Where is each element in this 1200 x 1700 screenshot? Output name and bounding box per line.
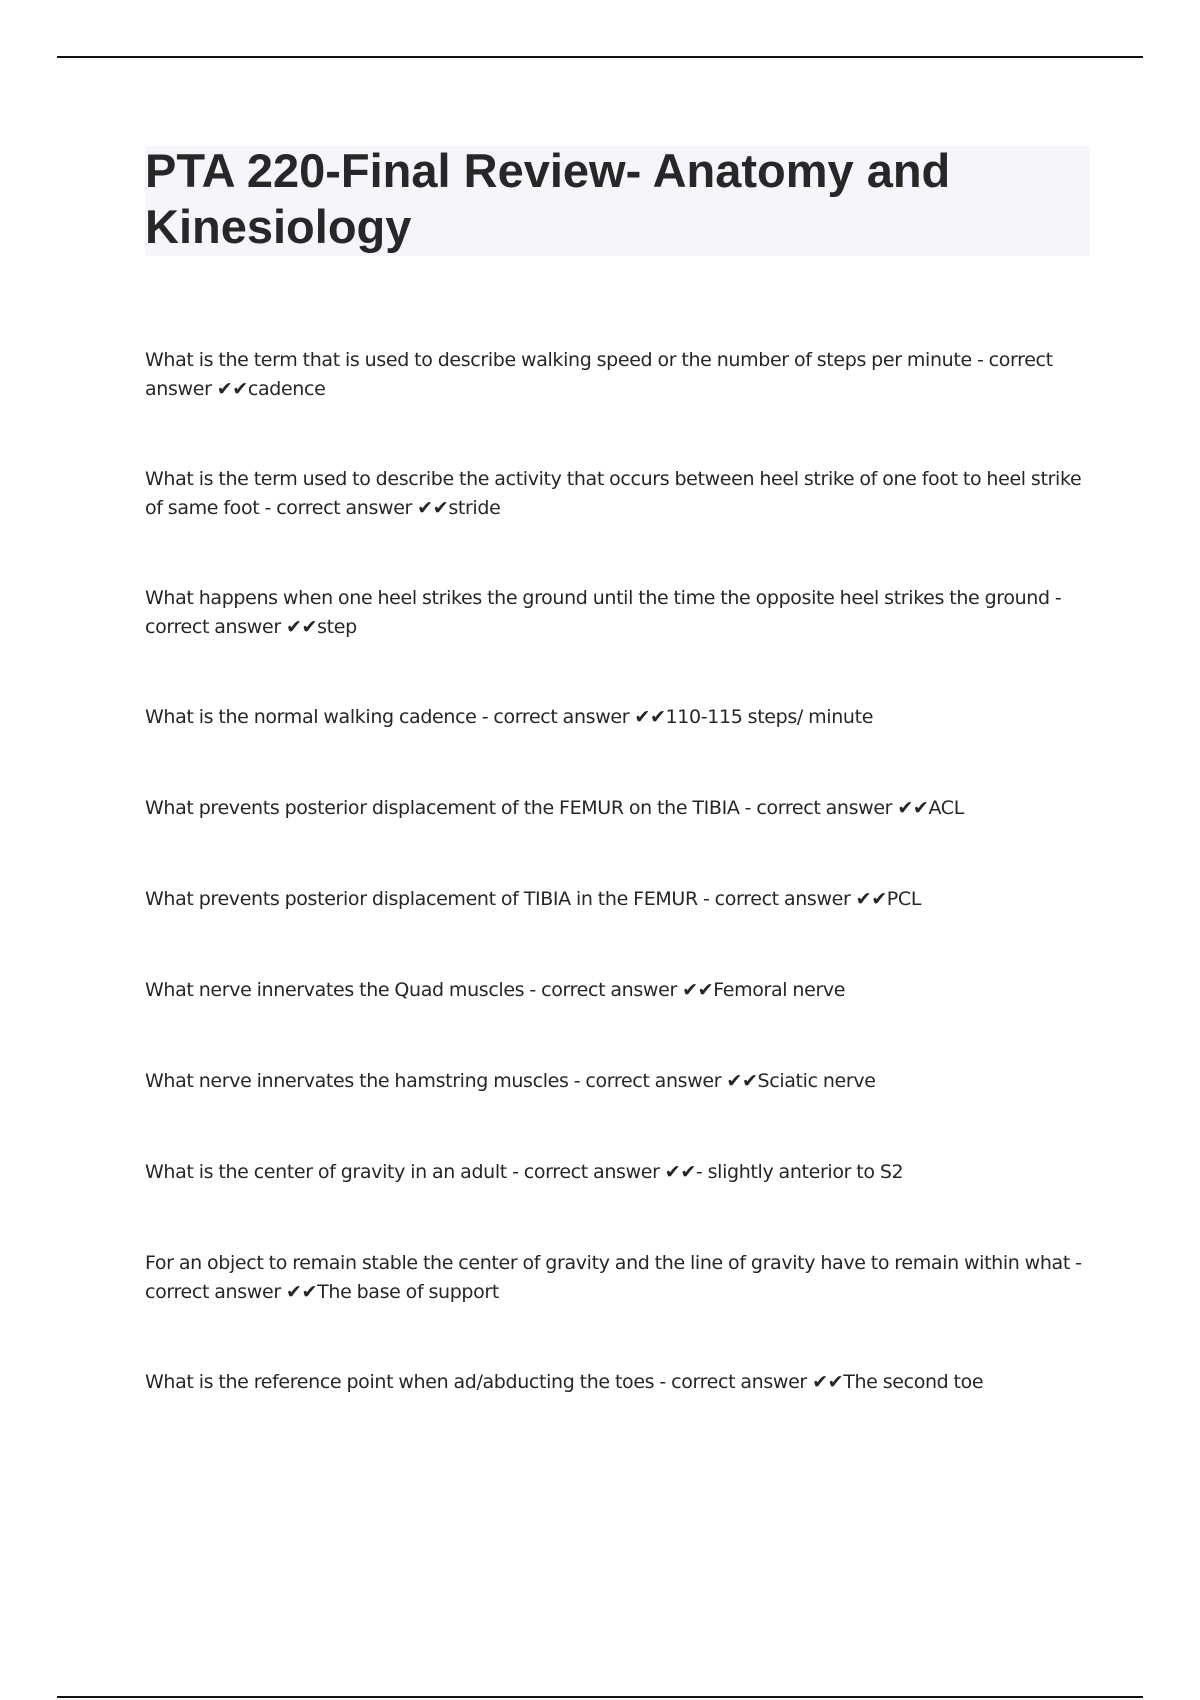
- qa-item: What prevents posterior displacement of TIBIA in the FEMUR - correct answer ✔✔PCL: [145, 888, 922, 910]
- qa-item: What prevents posterior displacement of the FEMUR on the TIBIA - correct answer ✔✔ACL: [145, 797, 964, 819]
- qa-item: What is the reference point when ad/abducting the toes - correct answer ✔✔The second toe: [145, 1371, 984, 1393]
- qa-item: For an object to remain stable the center of gravity and the line of gravity have to remain within what - correct answer ✔✔The base of support: [145, 1252, 1082, 1303]
- qa-list: [145, 346, 1090, 1459]
- qa-item: What nerve innervates the Quad muscles - correct answer ✔✔Femoral nerve: [145, 979, 846, 1001]
- document-title: PTA 220-Final Review- Anatomy and Kinesiology: [145, 144, 951, 253]
- qa-item: What is the term that is used to describe walking speed or the number of steps per minute - correct answer ✔✔cadence: [145, 349, 1053, 400]
- qa-item: What happens when one heel strikes the ground until the time the opposite heel strikes the ground - correct answer ✔✔step: [145, 587, 1062, 638]
- qa-item: What is the term used to describe the activity that occurs between heel strike of one foot to heel strike of same foot - correct answer ✔✔stride: [145, 468, 1082, 519]
- top-rule: [57, 56, 1143, 58]
- title-block: [145, 146, 1090, 256]
- qa-item: What is the center of gravity in an adult - correct answer ✔✔- slightly anterior to S2: [145, 1161, 904, 1183]
- qa-item: What nerve innervates the hamstring muscles - correct answer ✔✔Sciatic nerve: [145, 1070, 876, 1092]
- qa-item: What is the normal walking cadence - correct answer ✔✔110-115 steps/ minute: [145, 706, 874, 728]
- bottom-rule: [57, 1696, 1143, 1698]
